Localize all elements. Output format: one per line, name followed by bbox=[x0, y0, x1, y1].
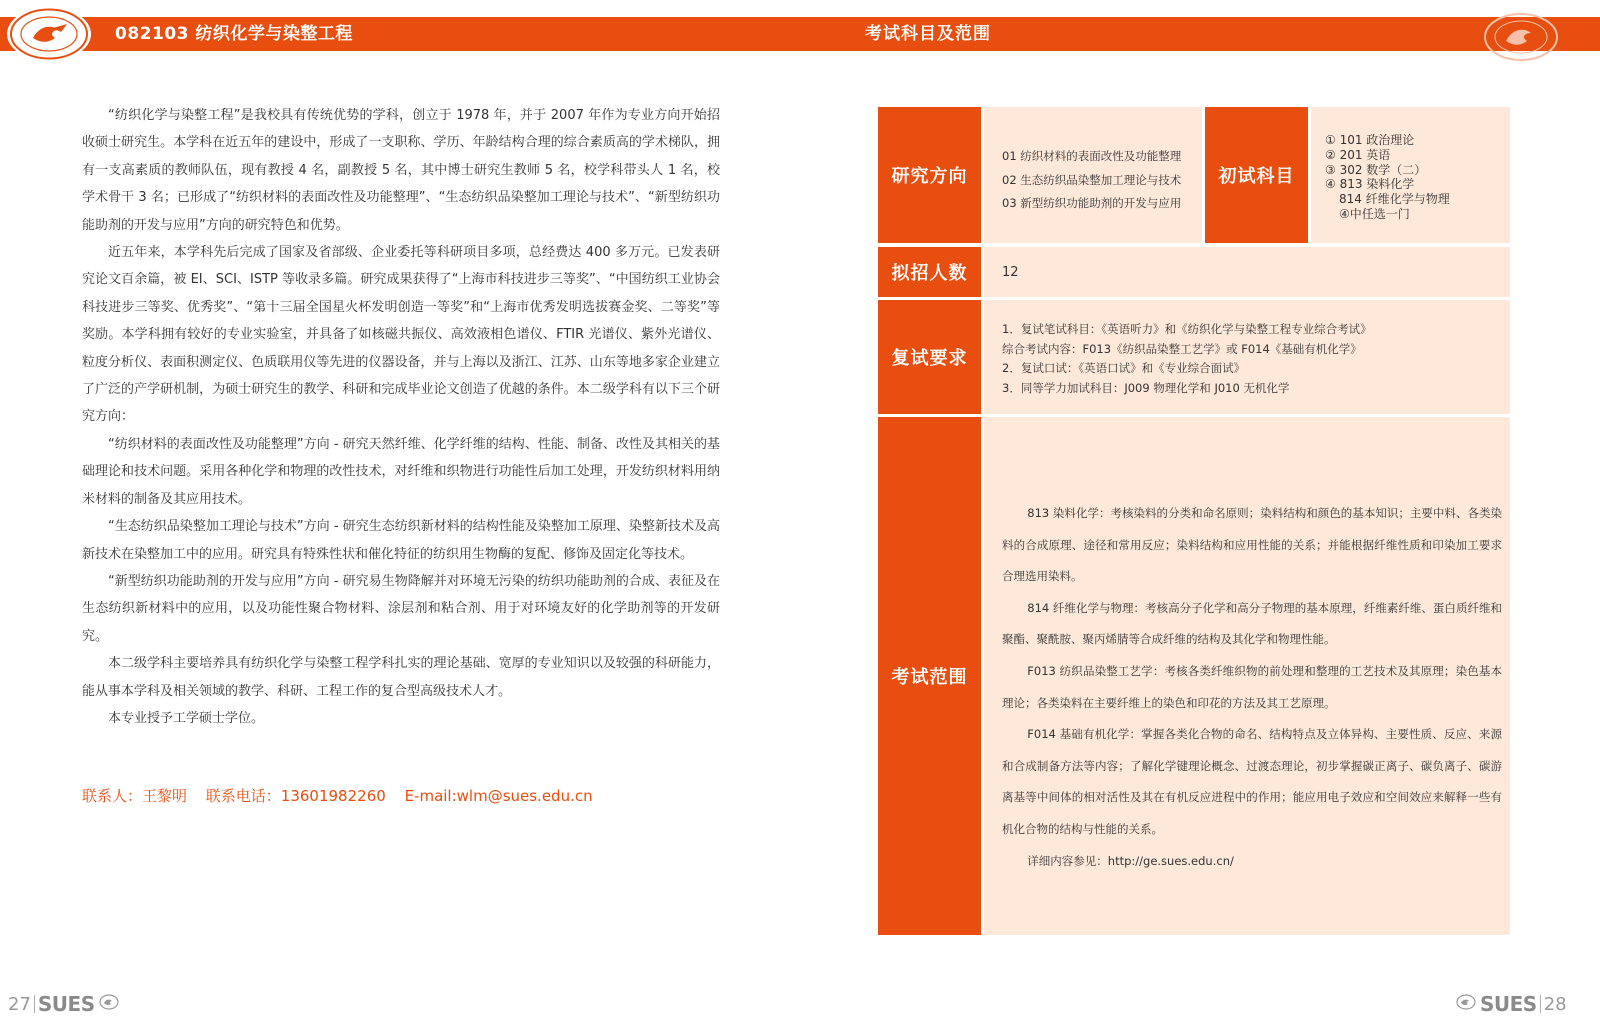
list-item: 2．复试口试：《英语口试》和《专业综合面试》 bbox=[1002, 361, 1246, 375]
list-item: 3．同等学力加试科目：J009 物理化学和 J010 无机化学 bbox=[1002, 380, 1290, 395]
intro-paragraph: “纺织化学与染整工程”是我校具有传统优势的学科，创立于 1978 年，并于 2007 年作为专业方向开始招收硕士研究生。本学科在近五年的建设中，形成了一支职称、学历、年龄结构合理的综合素质高的学术梯队，拥有一支高素质的教师队伍，现有教授 4 名，副教授 5 名，其中博士研究生教师 5 名，校学科带头人 1 名，校学术骨干 3 名；已形成了“纺织材料的表面改性及功能整理”、“生态纺织品染整加工理论与技术”、“新型纺织功能助剂的开发与应用”方向的研究特色和优势。 bbox=[82, 108, 720, 233]
label-retest: 复试要求 bbox=[878, 300, 981, 414]
university-seal-logo bbox=[7, 7, 91, 61]
section-title: 考试科目及范围 bbox=[865, 24, 991, 44]
intro-paragraph: 近五年来，本学科先后完成了国家及省部级、企业委托等科研项目多项，总经费达 400 多万元。已发表研究论文百余篇，被 EI、SCI、ISTP 等收录多篇。研究成果获得了“上海市科技进步三等奖”、“中国纺织工业协会科技进步三等奖、优秀奖”、“第十三届全国星火杯发明创造一等奖”和“上海市优秀发明选拔赛金奖、二等奖”等奖励。本学科拥有较好的专业实验室，并具备了如核磁共振仪、高效液相色谱仪、FTIR 光谱仪、紫外光谱仪、粒度分析仪、表面积测定仪、色质联用仪等先进的仪器设备，并与上海以及浙江、江苏、山东等地多家企业建立了广泛的产学研机制，为硕士研究生的教学、科研和完成毕业论文创造了优越的条件。本二级学科有以下三个研究方向： bbox=[82, 245, 720, 425]
scope-reference-link[interactable]: 详细内容参见：http://ge.sues.edu.cn/ bbox=[1027, 853, 1234, 868]
list-item: ④中任选一门 bbox=[1339, 206, 1410, 221]
footer-left bbox=[8, 992, 123, 1016]
brand-name-right: SUES bbox=[1480, 992, 1537, 1016]
footer-right bbox=[1452, 992, 1567, 1016]
scope-paragraph: F013 纺织品染整工艺学：考核各类纤维织物的前处理和整理的工艺技术及其原理；染色基本理论；各类染料在主要纤维上的染色和印花的方法及其工艺原理。 bbox=[1002, 663, 1502, 710]
list-item: 02 生态纺织品染整加工理论与技术 bbox=[1002, 172, 1182, 187]
footer-divider bbox=[1540, 995, 1541, 1013]
retest-requirements bbox=[984, 300, 1510, 414]
intro-paragraph: “纺织材料的表面改性及功能整理”方向 - 研究天然纤维、化学纤维的结构、性能、制备、改性及其相关的基础理论和技术问题。采用各种化学和物理的改性技术，对纤维和织物进行功能性后加工处理，开发纺织材料用纳米材料的制备及其应用技术。 bbox=[82, 436, 720, 507]
list-item: 01 纺织材料的表面改性及功能整理 bbox=[1002, 149, 1182, 163]
quota-cell bbox=[984, 247, 1510, 297]
scope-paragraph: F014 基础有机化学：掌握各类化合物的命名、结构特点及立体异构、主要性质、反应、来源和合成制备方法等内容；了解化学键理论概念、过渡态理论，初步掌握碳正离子、碳负离子、碳游离基等中间体的相对活性及其在有机反应进程中的作用；能应用电子效应和空间效应来解释一些有机化合物的结构与性能的关系。 bbox=[1002, 727, 1502, 836]
page-number-left: 27 bbox=[8, 993, 31, 1015]
page-title: 082103 纺织化学与染整工程 bbox=[115, 24, 353, 44]
university-seal-watermark bbox=[1483, 12, 1559, 62]
table-row-retest bbox=[878, 300, 1520, 414]
contact-info bbox=[82, 785, 607, 806]
research-direction-list bbox=[984, 107, 1202, 243]
program-introduction bbox=[82, 102, 720, 732]
exam-scope-text bbox=[984, 417, 1510, 935]
label-quota: 拟招人数 bbox=[878, 247, 981, 297]
intro-paragraph: 本二级学科主要培养具有纺织化学与染整工程学科扎实的理论基础、宽厚的专业知识以及较强的科研能力，能从事本学科及相关领域的教学、科研、工程工作的复合型高级技术人才。 bbox=[82, 656, 720, 699]
contact-email[interactable]: E-mail:wlm@sues.edu.cn bbox=[404, 787, 593, 805]
intro-paragraph: “生态纺织品染整加工理论与技术”方向 - 研究生态纺织新材料的结构性能及染整加工原理、染整新技术及高新技术在染整加工中的应用。研究具有特殊性状和催化特征的纺织用生物酶的复配、修饰及固定化等技术。 bbox=[82, 519, 720, 562]
scope-paragraph: 814 纤维化学与物理：考核高分子化学和高分子物理的基本原理，纤维素纤维、蛋白质纤维和聚酯、聚酰胺、聚丙烯腈等合成纤维的结构及其化学和物理性能。 bbox=[1002, 600, 1502, 647]
contact-person: 联系人：王黎明 bbox=[82, 787, 188, 805]
sues-logo-icon bbox=[99, 994, 119, 1014]
initial-subjects-list bbox=[1311, 107, 1510, 243]
intro-paragraph: 本专业授予工学硕士学位。 bbox=[108, 710, 265, 726]
intro-paragraph: “新型纺织功能助剂的开发与应用”方向 - 研究易生物降解并对环境无污染的纺织功能助剂的合成、表征及在生态纺织新材料中的应用，以及功能性聚合物材料、涂层剂和粘合剂、用于对环境友好的化学助剂等的开发研究。 bbox=[82, 573, 720, 644]
list-item: 03 新型纺织功能助剂的开发与应用 bbox=[1002, 196, 1182, 210]
table-row-scope bbox=[878, 417, 1520, 935]
page-number-right: 28 bbox=[1543, 993, 1567, 1015]
contact-phone: 联系电话：13601982260 bbox=[205, 787, 386, 805]
list-item: ② 201 英语 bbox=[1325, 147, 1391, 162]
table-row-quota bbox=[878, 247, 1520, 297]
list-item: 1．复试笔试科目：《英语听力》和《纺织化学与染整工程专业综合考试》 bbox=[1002, 322, 1372, 336]
brand-name-left: SUES bbox=[37, 992, 95, 1016]
scope-paragraph: 813 染料化学：考核染料的分类和命名原则；染料结构和颜色的基本知识；主要中料、各类染料的合成原理、途径和常用反应；染料结构和应用性能的关系；并能根据纤维性质和印染加工要求合理选用染料。 bbox=[1002, 506, 1502, 584]
label-initial-subjects: 初试科目 bbox=[1205, 107, 1308, 243]
table-row-direction bbox=[878, 107, 1520, 243]
list-item: ③ 302 数学（二） bbox=[1325, 162, 1427, 177]
footer-divider bbox=[34, 995, 35, 1013]
list-item: 814 纤维化学与物理 bbox=[1339, 192, 1450, 207]
label-research-direction: 研究方向 bbox=[878, 107, 981, 243]
label-scope: 考试范围 bbox=[878, 417, 981, 935]
list-item: ① 101 政治理论 bbox=[1325, 133, 1415, 147]
list-item: ④ 813 染料化学 bbox=[1325, 177, 1415, 192]
quota-value: 12 bbox=[1002, 265, 1019, 280]
list-item: 综合考试内容：F013《纺织品染整工艺学》或 F014《基础有机化学》 bbox=[1002, 341, 1362, 356]
sues-logo-icon bbox=[1456, 994, 1476, 1014]
